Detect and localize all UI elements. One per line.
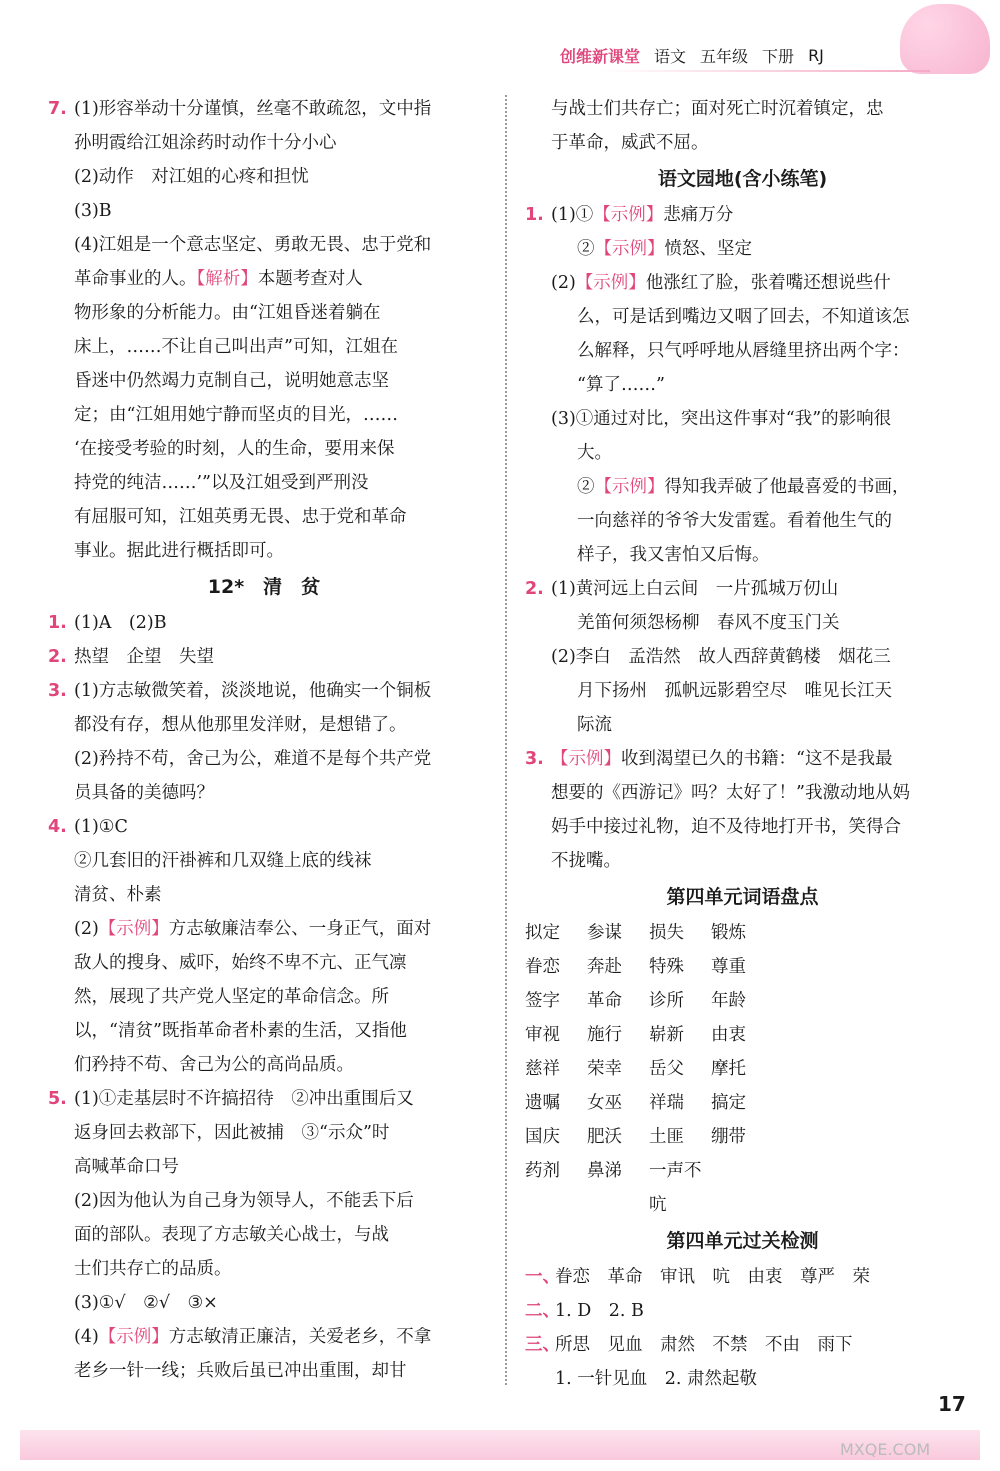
question-number: 1. bbox=[525, 205, 544, 225]
mascot-illustration bbox=[900, 4, 990, 74]
answer-line: “算了……” bbox=[577, 375, 665, 395]
subject: 语文 bbox=[654, 46, 687, 66]
answer-line: 高喊革命口号 bbox=[74, 1157, 179, 1177]
answer-line: (3)①√ ②√ ③× bbox=[74, 1293, 218, 1313]
answer-line: (2)李白 孟浩然 故人西辞黄鹤楼 烟花三 bbox=[551, 647, 891, 667]
answer-line: 们矜持不苟、舍己为公的高尚品质。 bbox=[74, 1055, 354, 1075]
section-title-yuwen-yuandi: 语文园地(含小练笔) bbox=[657, 168, 828, 190]
grade: 五年级 bbox=[700, 46, 749, 66]
example-tag: 【示例】 bbox=[551, 749, 621, 769]
word-item: 眷恋 bbox=[525, 957, 560, 977]
answer-text: ② bbox=[577, 239, 595, 259]
answer-line: 返身回去救部下，因此被捕 ③“示众”时 bbox=[74, 1123, 390, 1143]
answer-line bbox=[551, 266, 960, 300]
answer-line: 么，可是话到嘴边又咽了回去，不知道该怎 bbox=[577, 307, 910, 327]
word-item: 慈祥 bbox=[525, 1059, 560, 1079]
answer-r2 bbox=[525, 572, 960, 742]
answer-line bbox=[551, 198, 960, 232]
answer-line: 1. 一针见血 2. 肃然起敬 bbox=[555, 1369, 758, 1389]
word-item: 一声不吭 bbox=[649, 1161, 702, 1215]
answer-line: ‘在接受考验的时刻，人的生命，要用来保 bbox=[74, 439, 395, 459]
answer-1 bbox=[48, 606, 480, 640]
answer-line: 持党的纯洁……’”以及江姐受到严刑没 bbox=[74, 473, 369, 493]
answer-line: 有屈服可知，江姐英勇无畏、忠于党和革命 bbox=[74, 507, 407, 527]
answer-5 bbox=[48, 1082, 480, 1388]
answer-text: 方志敏廉洁奉公、一身正气，面对 bbox=[168, 919, 432, 939]
answer-line: 面的部队。表现了方志敏关心战士，与战 bbox=[74, 1225, 389, 1245]
answer-line: ②几套旧的汗褂裤和几双缝上底的线袜 bbox=[74, 851, 372, 871]
answer-line: 敌人的搜身、威吓，始终不卑不亢、正气凛 bbox=[74, 953, 407, 973]
section-title-12: 12* 清 贫 bbox=[207, 576, 321, 598]
word-item: 尊重 bbox=[711, 957, 746, 977]
answer-line: 羌笛何须怨杨柳 春风不度玉门关 bbox=[577, 613, 840, 633]
answer-line: 然，展现了共产党人坚定的革命信念。所 bbox=[74, 987, 389, 1007]
watermark-site: MXQE.COM bbox=[840, 1440, 931, 1459]
answer-text: 收到渴望已久的书籍：“这不是我最 bbox=[621, 749, 893, 769]
answer-line: 清贫、朴素 bbox=[74, 885, 162, 905]
page-number: 17 bbox=[938, 1392, 966, 1416]
answer-line: (1)形容举动十分谨慎，丝毫不敢疏忽，文中指 bbox=[74, 99, 432, 119]
answer-line: 床上，……不让自己叫出声”可知，江姐在 bbox=[74, 337, 398, 357]
footer-decoration bbox=[20, 1430, 980, 1460]
right-column bbox=[525, 92, 960, 1396]
answer-text: 他涨红了脸，张着嘴还想说些什 bbox=[645, 273, 891, 293]
word-item: 签字 bbox=[525, 991, 560, 1011]
answer-line: (4)江姐是一个意志坚定、勇敢无畏、忠于党和 bbox=[74, 235, 432, 255]
word-list bbox=[525, 916, 960, 1222]
answer-2 bbox=[48, 640, 480, 674]
answer-3 bbox=[48, 674, 480, 810]
answer-line: (1)①C bbox=[74, 817, 128, 837]
answer-text: 愤怒、坚定 bbox=[664, 239, 752, 259]
answer-line: (2)矜持不苟，舍己为公，难道不是每个共产党 bbox=[74, 749, 432, 769]
answer-text: ② bbox=[577, 477, 595, 497]
answer-line bbox=[74, 912, 480, 946]
answer-line: (3)①通过对比，突出这件事对“我”的影响很 bbox=[551, 409, 892, 429]
answer-line: 不拢嘴。 bbox=[551, 851, 621, 871]
answer-line: 1. D 2. B bbox=[555, 1301, 644, 1321]
answer-r1 bbox=[525, 198, 960, 572]
question-number: 3. bbox=[48, 681, 67, 701]
word-item: 年龄 bbox=[711, 991, 746, 1011]
answer-7 bbox=[48, 92, 480, 568]
brand-name: 创维新课堂 bbox=[560, 46, 641, 66]
word-item: 祥瑞 bbox=[649, 1093, 684, 1113]
question-number: 4. bbox=[48, 817, 67, 837]
word-item: 岳父 bbox=[649, 1059, 684, 1079]
section-title-test: 第四单元过关检测 bbox=[666, 1230, 819, 1252]
word-item: 崭新 bbox=[649, 1025, 684, 1045]
word-item bbox=[711, 1154, 773, 1222]
answer-line: 热望 企望 失望 bbox=[74, 647, 214, 667]
test-1 bbox=[525, 1260, 960, 1294]
answer-text: 得知我弄破了他最喜爱的书画， bbox=[664, 477, 910, 497]
answer-line: (1)①走基层时不许搞招待 ②冲出重围后又 bbox=[74, 1089, 414, 1109]
example-tag: 【示例】 bbox=[98, 919, 169, 939]
answer-text: (2) bbox=[551, 273, 576, 293]
answer-line: 都没有存，想从他那里发洋财，是想错了。 bbox=[74, 715, 407, 735]
question-number: 二、 bbox=[525, 1301, 560, 1321]
answer-line bbox=[551, 232, 960, 266]
answer-text: (4) bbox=[74, 1327, 99, 1347]
test-2 bbox=[525, 1294, 960, 1328]
answer-line: 大。 bbox=[577, 443, 612, 463]
word-item: 药剂 bbox=[525, 1161, 560, 1181]
word-item: 由衷 bbox=[711, 1025, 746, 1045]
answer-line bbox=[551, 470, 960, 504]
word-item: 荣幸 bbox=[587, 1059, 622, 1079]
answer-line: 于革命，威武不屈。 bbox=[551, 133, 709, 153]
answer-line: 所思 见血 肃然 不禁 不由 雨下 bbox=[555, 1335, 853, 1355]
answer-line: 老乡一针一线；兵败后虽已冲出重围，却甘 bbox=[74, 1361, 407, 1381]
word-item: 绷带 bbox=[711, 1127, 746, 1147]
volume: 下册 bbox=[762, 46, 795, 66]
question-number: 5. bbox=[48, 1089, 67, 1109]
question-number: 三、 bbox=[525, 1335, 560, 1355]
answer-line: 物形象的分析能力。由“江姐昏迷着躺在 bbox=[74, 303, 381, 323]
example-tag: 【示例】 bbox=[575, 273, 646, 293]
answer-text: 方志敏清正廉洁，关爱老乡，不拿 bbox=[168, 1327, 432, 1347]
word-item: 土匪 bbox=[649, 1127, 684, 1147]
word-item: 拟定 bbox=[525, 923, 560, 943]
word-item: 遗嘱 bbox=[525, 1093, 560, 1113]
answer-line: (1)方志敏微笑着，淡淡地说，他确实一个铜板 bbox=[74, 681, 432, 701]
word-item: 锻炼 bbox=[711, 923, 746, 943]
example-tag: 【示例】 bbox=[98, 1327, 169, 1347]
left-column bbox=[48, 92, 480, 1388]
answer-r3 bbox=[525, 742, 960, 878]
test-3 bbox=[525, 1328, 960, 1362]
answer-line: 士们共存亡的品质。 bbox=[74, 1259, 232, 1279]
header-divider bbox=[600, 70, 930, 72]
answer-line: (2)动作 对江姐的心疼和担忧 bbox=[74, 167, 309, 187]
example-tag: 【示例】 bbox=[593, 205, 664, 225]
question-number: 一、 bbox=[525, 1267, 560, 1287]
answer-line bbox=[551, 742, 960, 776]
answer-line bbox=[74, 262, 480, 296]
answer-line: 妈手中接过礼物，迫不及待地打开书，笑得合 bbox=[551, 817, 901, 837]
answer-line: 与战士们共存亡；面对死亡时沉着镇定，忠 bbox=[551, 99, 884, 119]
word-item: 鼻涕 bbox=[587, 1161, 622, 1181]
edition: RJ bbox=[808, 45, 824, 65]
word-item: 革命 bbox=[587, 991, 622, 1011]
word-item: 女巫 bbox=[587, 1093, 622, 1113]
answer-line: 样子，我又害怕又后悔。 bbox=[577, 545, 770, 565]
word-item: 搞定 bbox=[711, 1093, 746, 1113]
word-item: 肥沃 bbox=[587, 1127, 622, 1147]
answer-line: 事业。据此进行概括即可。 bbox=[74, 541, 284, 561]
answer-text: 本题考查对人 bbox=[257, 269, 363, 289]
answer-line bbox=[74, 1320, 480, 1354]
answer-line: 想要的《西游记》吗？太好了！”我激动地从妈 bbox=[551, 783, 910, 803]
answer-line: 月下扬州 孤帆远影碧空尽 唯见长江天 bbox=[577, 681, 892, 701]
analysis-tag: 【解析】 bbox=[196, 269, 258, 289]
column-divider bbox=[505, 95, 507, 1385]
example-tag: 【示例】 bbox=[594, 477, 665, 497]
answer-4 bbox=[48, 810, 480, 1082]
question-number: 2. bbox=[48, 647, 67, 667]
answer-line: 昏迷中仍然竭力克制自己，说明她意志坚 bbox=[74, 371, 389, 391]
answer-line: 孙明霞给江姐涂药时动作十分小心 bbox=[74, 133, 337, 153]
example-tag: 【示例】 bbox=[594, 239, 665, 259]
answer-text: (1)① bbox=[551, 205, 594, 225]
answer-line: (1)A (2)B bbox=[74, 613, 167, 633]
answer-line: 员具备的美德吗？ bbox=[74, 783, 214, 803]
answer-line: 一向慈祥的爷爷大发雷霆。看着他生气的 bbox=[577, 511, 892, 531]
page-header bbox=[560, 40, 880, 70]
word-item: 损失 bbox=[649, 923, 684, 943]
answer-text: (2) bbox=[74, 919, 99, 939]
question-number: 7. bbox=[48, 99, 67, 119]
word-item: 摩托 bbox=[711, 1059, 746, 1079]
answer-line: 么解释，只气呼呼地从唇缝里挤出两个字： bbox=[577, 341, 910, 361]
answer-line: 眷恋 革命 审讯 吭 由衷 尊严 荣 bbox=[555, 1267, 870, 1287]
answer-line: (1)黄河远上白云间 一片孤城万仞山 bbox=[551, 579, 839, 599]
answer-text: 革命事业的人。 bbox=[74, 269, 197, 289]
answer-text: 悲痛万分 bbox=[663, 205, 734, 225]
word-item: 特殊 bbox=[649, 957, 684, 977]
answer-line: (2)因为他认为自己身为领导人，不能丢下后 bbox=[74, 1191, 414, 1211]
answer-line: 际流 bbox=[577, 715, 612, 735]
question-number: 3. bbox=[525, 749, 544, 769]
question-number: 2. bbox=[525, 579, 544, 599]
answer-line: 定；由“江姐用她宁静而坚贞的目光，…… bbox=[74, 405, 398, 425]
word-item: 参谋 bbox=[587, 923, 622, 943]
word-item: 奔赴 bbox=[587, 957, 622, 977]
word-item: 审视 bbox=[525, 1025, 560, 1045]
word-item: 施行 bbox=[587, 1025, 622, 1045]
word-item: 国庆 bbox=[525, 1127, 560, 1147]
section-title-words: 第四单元词语盘点 bbox=[666, 886, 819, 908]
question-number: 1. bbox=[48, 613, 67, 633]
answer-line: 以，“清贫”既指革命者朴素的生活，又指他 bbox=[74, 1021, 407, 1041]
word-item: 诊所 bbox=[649, 991, 684, 1011]
answer-line: (3)B bbox=[74, 201, 112, 221]
